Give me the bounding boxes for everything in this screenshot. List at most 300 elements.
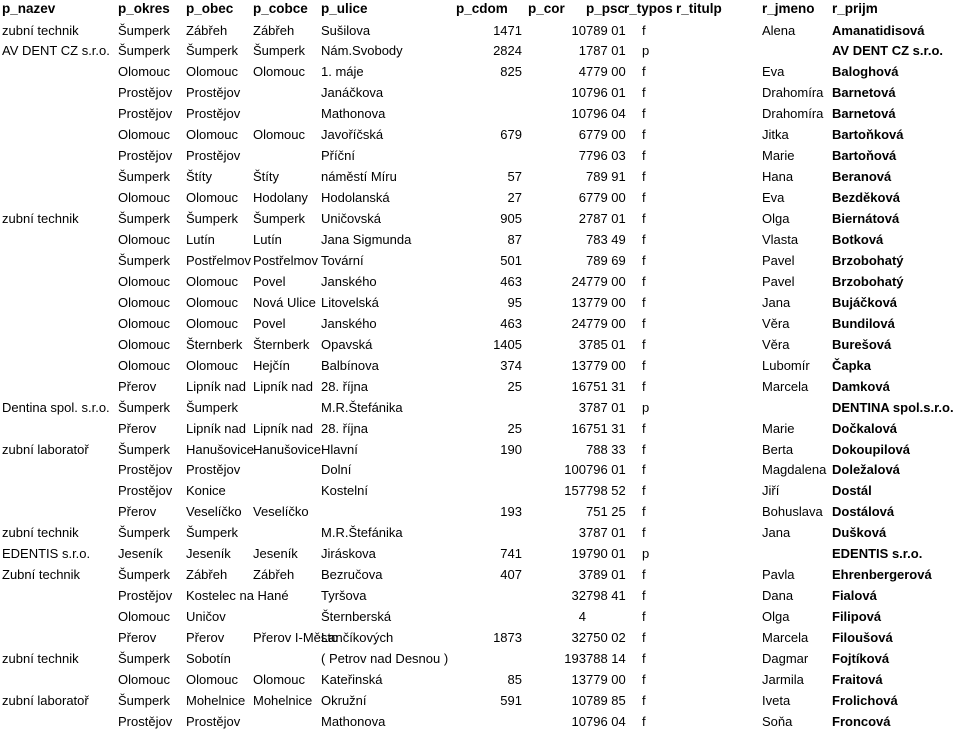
- table-cell-p-nazev: AV DENT CZ s.r.o.: [2, 43, 110, 59]
- table-cell-p-cdom: 374: [500, 357, 522, 373]
- table-cell-p-cdom: 85: [507, 671, 522, 687]
- table-cell-p-cor: 6: [578, 127, 586, 143]
- table-cell-p-cor: 193: [564, 651, 586, 666]
- table-cell-r-prijm: Čapka: [832, 357, 872, 373]
- table-cell-r-jmeno: Dagmar: [762, 651, 809, 666]
- table-cell-r-typos: f: [642, 378, 646, 394]
- table-cell-p-okres: Přerov: [118, 420, 157, 436]
- table-cell-p-psc: 750 02: [586, 630, 626, 646]
- table-cell-r-typos: f: [642, 441, 646, 457]
- table-cell-p-obec: Olomouc: [186, 315, 239, 331]
- table-cell-p-cobce: Olomouc: [253, 64, 306, 80]
- table-cell-r-jmeno: Jana: [762, 525, 791, 541]
- table-cell-p-okres: Prostějov: [118, 483, 173, 499]
- table-cell-p-cor: 32: [571, 588, 586, 604]
- table-cell-p-psc: 785 01: [586, 336, 626, 352]
- table-cell-p-psc: 783 49: [586, 232, 626, 247]
- table-cell-p-cdom: 25: [507, 378, 522, 394]
- table-cell-p-obec: Olomouc: [186, 64, 239, 80]
- table-cell-r-jmeno: Eva: [762, 190, 785, 206]
- table-cell-r-jmeno: Pavla: [762, 567, 795, 583]
- table-cell-r-typos: f: [642, 294, 646, 310]
- table-cell-p-obec: Jeseník: [186, 546, 231, 562]
- table-cell-p-cor: 10: [571, 22, 586, 38]
- table-cell-p-cobce: Lutín: [253, 232, 282, 247]
- table-cell-p-okres: Šumperk: [118, 651, 171, 666]
- table-cell-p-ulice: Dolní: [321, 462, 352, 478]
- table-cell-r-prijm: Bezděková: [832, 190, 900, 206]
- table-cell-p-cor: 3: [578, 399, 586, 415]
- table-cell-r-typos: f: [642, 462, 646, 478]
- table-cell-p-obec: Lipník nad: [186, 420, 246, 436]
- table-cell-p-ulice: 28. října: [321, 420, 368, 436]
- table-cell-r-typos: f: [642, 252, 646, 268]
- table-cell-p-psc: 798 41: [586, 588, 626, 604]
- table-cell-p-obec: Uničov: [186, 609, 226, 625]
- table-cell-p-cor: 100: [564, 462, 586, 478]
- table-cell-r-prijm: AV DENT CZ s.r.o.: [832, 43, 943, 59]
- table-cell-p-ulice: Balbínova: [321, 357, 379, 373]
- table-cell-p-nazev: Zubní technik: [2, 567, 81, 583]
- table-cell-p-nazev: zubní laboratoř: [2, 441, 89, 457]
- table-cell-r-prijm: Dokoupilová: [832, 441, 911, 457]
- table-cell-p-cobce: Šternberk: [253, 336, 310, 352]
- table-cell-r-typos: f: [642, 232, 646, 247]
- table-cell-p-ulice: Tyršova: [321, 588, 367, 604]
- table-cell-p-okres: Šumperk: [118, 252, 171, 268]
- table-cell-r-prijm: Dostál: [832, 483, 872, 499]
- table-cell-p-cdom: 25: [507, 420, 522, 436]
- column-header-r-jmeno: r_jmeno: [762, 1, 815, 16]
- table-cell-p-cor: 13: [571, 357, 586, 373]
- table-cell-p-nazev: zubní technik: [2, 22, 79, 38]
- table-cell-p-psc: 779 00: [586, 127, 626, 143]
- table-cell-p-cobce: Jeseník: [253, 546, 298, 562]
- table-cell-p-obec: Štíty: [186, 169, 213, 185]
- table-cell-r-prijm: Brzobohatý: [832, 273, 904, 289]
- table-cell-p-ulice: Kostelní: [321, 483, 368, 499]
- table-cell-p-okres: Šumperk: [118, 567, 171, 583]
- table-cell-p-cobce: Povel: [253, 315, 286, 331]
- table-cell-r-jmeno: Olga: [762, 609, 790, 625]
- table-cell-r-prijm: Botková: [832, 232, 884, 247]
- table-cell-p-ulice: Kateřinská: [321, 671, 383, 687]
- table-cell-p-psc: 789 01: [586, 22, 626, 38]
- table-cell-p-obec: Prostějov: [186, 85, 241, 101]
- table-cell-p-ulice: Hlavní: [321, 441, 358, 457]
- table-cell-p-okres: Šumperk: [118, 399, 171, 415]
- table-cell-r-prijm: DENTINA spol.s.r.o.: [832, 399, 954, 415]
- table-cell-p-cor: 4: [578, 609, 586, 625]
- table-cell-p-obec: Šumperk: [186, 399, 239, 415]
- table-cell-p-ulice: M.R.Štefánika: [321, 525, 403, 541]
- table-cell-p-obec: Prostějov: [186, 462, 241, 478]
- table-cell-p-cor: 10: [571, 106, 586, 122]
- table-cell-p-psc: 796 03: [586, 148, 626, 164]
- table-cell-p-cor: 157: [564, 483, 586, 499]
- table-cell-p-obec: Veselíčko: [186, 504, 242, 520]
- table-cell-p-cdom: 1405: [493, 336, 522, 352]
- table-cell-r-typos: f: [642, 85, 646, 101]
- table-cell-p-obec: Šumperk: [186, 211, 239, 227]
- table-cell-r-typos: f: [642, 64, 646, 80]
- table-cell-p-okres: Šumperk: [118, 22, 171, 38]
- table-cell-r-prijm: Burešová: [832, 336, 892, 352]
- table-cell-p-cdom: 190: [500, 441, 522, 457]
- table-cell-r-prijm: Fojtíková: [832, 651, 890, 666]
- table-cell-r-prijm: Barnetová: [832, 85, 896, 101]
- table-cell-p-psc: 779 00: [586, 64, 626, 80]
- table-cell-r-typos: f: [642, 525, 646, 541]
- table-cell-p-cor: 24: [571, 315, 586, 331]
- table-cell-p-cdom: 57: [507, 169, 522, 185]
- table-cell-r-jmeno: Drahomíra: [762, 85, 824, 101]
- table-cell-p-cor: 10: [571, 713, 586, 729]
- table-cell-p-psc: 796 04: [586, 713, 626, 729]
- table-cell-r-typos: f: [642, 630, 646, 646]
- table-cell-r-typos: f: [642, 671, 646, 687]
- table-cell-p-nazev: zubní technik: [2, 211, 79, 227]
- table-cell-p-cobce: Veselíčko: [253, 504, 309, 520]
- table-cell-r-jmeno: Věra: [762, 336, 790, 352]
- table-cell-p-obec: Postřelmov: [186, 252, 252, 268]
- table-cell-p-ulice: Okružní: [321, 692, 367, 708]
- column-header-p-obec: p_obec: [186, 1, 234, 16]
- table-cell-p-ulice: Janského: [321, 315, 377, 331]
- table-cell-r-jmeno: Bohuslava: [762, 504, 823, 520]
- table-cell-r-jmeno: Alena: [762, 22, 796, 38]
- table-cell-r-typos: f: [642, 106, 646, 122]
- column-header-p-cobce: p_cobce: [253, 1, 308, 16]
- column-header-p-cdom: p_cdom: [456, 1, 508, 16]
- table-cell-p-ulice: Sušilova: [321, 22, 371, 38]
- table-cell-r-typos: f: [642, 336, 646, 352]
- table-cell-p-nazev: zubní laboratoř: [2, 692, 89, 708]
- table-cell-p-cobce: Povel: [253, 273, 286, 289]
- table-cell-r-jmeno: Marcela: [762, 630, 809, 646]
- table-cell-p-okres: Prostějov: [118, 85, 173, 101]
- table-cell-p-obec: Prostějov: [186, 713, 241, 729]
- table-cell-p-cor: 16: [571, 378, 586, 394]
- table-cell-r-typos: f: [642, 651, 646, 666]
- table-cell-r-prijm: Filoušová: [832, 630, 893, 646]
- table-cell-r-typos: f: [642, 420, 646, 436]
- table-cell-p-ulice: ( Petrov nad Desnou ): [321, 651, 449, 666]
- table-cell-p-obec: Mohelnice: [186, 692, 246, 708]
- table-cell-r-prijm: Barnetová: [832, 106, 896, 122]
- table-cell-r-typos: f: [642, 357, 646, 373]
- table-cell-r-prijm: Dostálová: [832, 504, 895, 520]
- table-cell-p-psc: 796 04: [586, 106, 626, 122]
- table-cell-p-ulice: Příční: [321, 148, 355, 164]
- table-cell-p-cdom: 463: [500, 273, 522, 289]
- table-cell-p-psc: 787 01: [586, 525, 626, 541]
- table-cell-p-okres: Prostějov: [118, 148, 173, 164]
- table-cell-p-ulice: Lančíkových: [321, 630, 394, 646]
- table-cell-r-jmeno: Hana: [762, 169, 794, 185]
- table-cell-p-psc: 787 01: [586, 211, 626, 227]
- column-header-r-typos: r_typos: [624, 1, 673, 16]
- table-cell-r-typos: f: [642, 22, 646, 38]
- table-cell-p-psc: 790 01: [586, 546, 626, 562]
- table-cell-r-jmeno: Olga: [762, 211, 790, 227]
- table-cell-r-prijm: Filipová: [832, 609, 882, 625]
- table-cell-p-psc: 789 91: [586, 169, 626, 185]
- table-cell-p-okres: Olomouc: [118, 336, 171, 352]
- table-cell-r-jmeno: Berta: [762, 441, 794, 457]
- table-cell-p-psc: 751 25: [586, 504, 626, 520]
- table-cell-p-ulice: Tovární: [321, 252, 364, 268]
- table-cell-p-cor: 1: [578, 43, 586, 59]
- table-cell-r-prijm: Amanatidisová: [832, 22, 925, 38]
- table-cell-p-psc: 796 01: [586, 462, 626, 478]
- table-cell-r-typos: f: [642, 483, 646, 499]
- table-cell-p-okres: Přerov: [118, 378, 157, 394]
- table-cell-p-cobce: Přerov I-Město: [253, 630, 339, 646]
- table-cell-p-cdom: 1471: [493, 22, 522, 38]
- table-cell-p-cdom: 463: [500, 315, 522, 331]
- table-cell-p-cdom: 905: [500, 211, 522, 227]
- table-cell-r-typos: f: [642, 211, 646, 227]
- table-cell-p-cor: 3: [578, 525, 586, 541]
- table-cell-r-prijm: Doležalová: [832, 462, 900, 478]
- table-cell-r-typos: f: [642, 588, 646, 604]
- table-cell-p-obec: Olomouc: [186, 357, 239, 373]
- table-cell-r-prijm: Frolichová: [832, 692, 898, 708]
- table-cell-p-ulice: Janského: [321, 273, 377, 289]
- table-cell-r-typos: f: [642, 190, 646, 206]
- table-cell-r-typos: f: [642, 315, 646, 331]
- table-cell-p-ulice: 1. máje: [321, 64, 364, 80]
- table-cell-p-okres: Jeseník: [118, 546, 163, 562]
- table-cell-r-prijm: Beranová: [832, 169, 892, 185]
- table-cell-p-psc: 798 52: [586, 483, 626, 499]
- table-cell-p-psc: 779 00: [586, 357, 626, 373]
- table-cell-p-psc: 751 31: [586, 420, 626, 436]
- table-cell-p-okres: Olomouc: [118, 273, 171, 289]
- table-cell-p-cdom: 87: [507, 232, 522, 247]
- table-cell-r-typos: f: [642, 567, 646, 583]
- table-cell-p-obec: Šternberk: [186, 336, 243, 352]
- table-cell-p-obec: Zábřeh: [186, 567, 228, 583]
- table-cell-p-ulice: Mathonova: [321, 106, 386, 122]
- table-cell-r-typos: f: [642, 609, 646, 625]
- table-cell-p-cobce: Šumperk: [253, 43, 306, 59]
- table-cell-p-cdom: 679: [500, 127, 522, 143]
- table-cell-p-cobce: Lipník nad: [253, 378, 313, 394]
- table-cell-p-okres: Olomouc: [118, 609, 171, 625]
- table-cell-p-psc: 751 31: [586, 378, 626, 394]
- table-cell-r-prijm: Bartoňková: [832, 127, 904, 143]
- table-cell-p-ulice: Javoříčská: [321, 127, 384, 143]
- table-cell-p-ulice: M.R.Štefánika: [321, 399, 403, 415]
- table-cell-r-jmeno: Pavel: [762, 273, 795, 289]
- table-cell-p-cor: 10: [571, 692, 586, 708]
- table-cell-r-prijm: Fraitová: [832, 671, 883, 687]
- table-cell-p-cor: 24: [571, 273, 586, 289]
- table-cell-p-nazev: Dentina spol. s.r.o.: [2, 399, 110, 415]
- table-cell-p-okres: Olomouc: [118, 357, 171, 373]
- table-cell-p-psc: 787 01: [586, 43, 626, 59]
- column-header-r-titulp: r_titulp: [676, 1, 722, 16]
- table-cell-p-cor: 13: [571, 671, 586, 687]
- table-cell-p-ulice: Šternberská: [321, 609, 392, 625]
- table-cell-p-obec: Olomouc: [186, 294, 239, 310]
- table-cell-p-cor: 3: [578, 336, 586, 352]
- table-cell-p-ulice: Nám.Svobody: [321, 43, 403, 59]
- table-cell-p-cobce: Olomouc: [253, 671, 306, 687]
- table-cell-p-cdom: 825: [500, 64, 522, 80]
- table-cell-p-cobce: Olomouc: [253, 127, 306, 143]
- table-cell-r-typos: p: [642, 399, 650, 415]
- table-cell-p-cobce: Hodolany: [253, 190, 308, 206]
- table-cell-r-prijm: Brzobohatý: [832, 252, 904, 268]
- table-cell-p-okres: Prostějov: [118, 462, 173, 478]
- table-cell-r-jmeno: Marie: [762, 148, 795, 164]
- table-cell-r-prijm: Bundilová: [832, 315, 895, 331]
- table-cell-r-jmeno: Pavel: [762, 252, 795, 268]
- table-cell-r-typos: f: [642, 148, 646, 164]
- table-cell-p-cor: 32: [571, 630, 586, 646]
- table-cell-p-psc: 779 00: [586, 190, 626, 206]
- table-cell-p-ulice: Litovelská: [321, 294, 379, 310]
- table-cell-p-okres: Olomouc: [118, 127, 171, 143]
- table-cell-p-ulice: Bezručova: [321, 567, 383, 583]
- table-cell-r-typos: p: [642, 43, 650, 59]
- table-cell-r-prijm: EDENTIS s.r.o.: [832, 546, 923, 562]
- table-cell-p-obec: Přerov: [186, 630, 225, 646]
- table-cell-p-obec: Šumperk: [186, 43, 239, 59]
- table-cell-p-ulice: Mathonova: [321, 713, 386, 729]
- table-cell-p-psc: 779 00: [586, 273, 626, 289]
- table-cell-r-jmeno: Jitka: [762, 127, 789, 143]
- table-cell-p-cor: 10: [571, 85, 586, 101]
- table-cell-p-cdom: 591: [500, 692, 522, 708]
- table-cell-p-obec: Šumperk: [186, 525, 239, 541]
- table-cell-r-typos: f: [642, 713, 646, 729]
- column-header-p-ulice: p_ulice: [321, 1, 368, 16]
- table-cell-p-okres: Olomouc: [118, 315, 171, 331]
- table-cell-p-ulice: Jana Sigmunda: [321, 232, 412, 247]
- table-cell-p-psc: 787 01: [586, 399, 626, 415]
- table-cell-r-typos: p: [642, 546, 650, 562]
- table-cell-r-typos: f: [642, 692, 646, 708]
- table-cell-p-ulice: náměstí Míru: [321, 169, 397, 185]
- table-cell-p-psc: 779 00: [586, 294, 626, 310]
- table-cell-r-jmeno: Drahomíra: [762, 106, 824, 122]
- table-cell-r-prijm: Fialová: [832, 588, 877, 604]
- table-cell-p-obec: Lutín: [186, 232, 215, 247]
- table-cell-p-ulice: Uničovská: [321, 211, 381, 227]
- table-cell-r-jmeno: Jarmila: [762, 671, 804, 687]
- column-header-p-psc: p_psc: [586, 1, 626, 16]
- table-cell-p-cobce: Nová Ulice: [253, 294, 316, 310]
- table-cell-r-jmeno: Soňa: [762, 713, 793, 729]
- table-cell-p-psc: 789 69: [586, 252, 626, 268]
- table-cell-p-cor: 19: [571, 546, 586, 562]
- table-cell-p-psc: 788 33: [586, 441, 626, 457]
- table-cell-p-psc: 779 00: [586, 671, 626, 687]
- table-cell-r-jmeno: Iveta: [762, 692, 791, 708]
- table-cell-r-jmeno: Lubomír: [762, 357, 810, 373]
- table-cell-p-obec: Sobotín: [186, 651, 231, 666]
- table-cell-p-obec: Prostějov: [186, 148, 241, 164]
- table-cell-r-prijm: Bujáčková: [832, 294, 898, 310]
- table-cell-r-prijm: Damková: [832, 378, 890, 394]
- table-cell-p-cdom: 501: [500, 252, 522, 268]
- table-cell-p-obec: Olomouc: [186, 671, 239, 687]
- table-cell-p-okres: Olomouc: [118, 64, 171, 80]
- table-cell-p-psc: 789 01: [586, 567, 626, 583]
- table-cell-r-prijm: Dušková: [832, 525, 887, 541]
- table-cell-r-jmeno: Věra: [762, 315, 790, 331]
- table-cell-p-okres: Šumperk: [118, 43, 171, 59]
- table-cell-p-obec: Kostelec na Hané: [186, 588, 289, 604]
- table-cell-p-obec: Olomouc: [186, 127, 239, 143]
- table-cell-r-prijm: Baloghová: [832, 64, 899, 80]
- table-cell-p-ulice: Hodolanská: [321, 190, 390, 206]
- table-cell-p-cdom: 407: [500, 567, 522, 583]
- table-cell-r-jmeno: Marcela: [762, 378, 809, 394]
- table-cell-p-cdom: 1873: [493, 630, 522, 646]
- table-cell-p-ulice: Jiráskova: [321, 546, 376, 562]
- table-cell-r-jmeno: Jiří: [762, 483, 780, 499]
- table-cell-p-cobce: Štíty: [253, 169, 280, 185]
- table-cell-p-cobce: Mohelnice: [253, 692, 313, 708]
- table-cell-r-typos: f: [642, 273, 646, 289]
- table-cell-p-cobce: Postřelmov: [253, 252, 319, 268]
- table-cell-p-cdom: 193: [500, 504, 522, 520]
- table-cell-p-okres: Olomouc: [118, 671, 171, 687]
- table-cell-p-obec: Lipník nad: [186, 378, 246, 394]
- table-cell-r-jmeno: Dana: [762, 588, 794, 604]
- table-cell-p-cor: 6: [578, 190, 586, 206]
- table-cell-p-okres: Šumperk: [118, 692, 171, 708]
- table-cell-p-okres: Prostějov: [118, 106, 173, 122]
- table-cell-p-obec: Zábřeh: [186, 22, 228, 38]
- table-cell-p-cor: 4: [578, 64, 586, 80]
- table-cell-p-cobce: Zábřeh: [253, 22, 295, 38]
- table-cell-p-cdom: 95: [507, 294, 522, 310]
- table-cell-p-okres: Šumperk: [118, 211, 171, 227]
- table-cell-p-nazev: EDENTIS s.r.o.: [2, 546, 91, 562]
- table-cell-r-prijm: Froncová: [832, 713, 891, 729]
- table-cell-p-psc: 779 00: [586, 315, 626, 331]
- table-cell-p-nazev: zubní technik: [2, 525, 79, 541]
- table-cell-p-psc: 789 85: [586, 692, 626, 708]
- table-cell-p-obec: Hanušovice: [186, 441, 254, 457]
- table-cell-p-obec: Olomouc: [186, 190, 239, 206]
- table-cell-p-cdom: 27: [507, 190, 522, 206]
- table-cell-p-okres: Prostějov: [118, 713, 173, 729]
- table-cell-r-prijm: Ehrenbergerová: [832, 567, 932, 583]
- table-cell-p-ulice: Opavská: [321, 336, 373, 352]
- table-cell-p-okres: Přerov: [118, 504, 157, 520]
- table-cell-r-jmeno: Eva: [762, 64, 785, 80]
- column-header-r-prijm: r_prijm: [832, 1, 878, 16]
- table-cell-p-cobce: Zábřeh: [253, 567, 295, 583]
- table-cell-p-okres: Šumperk: [118, 441, 171, 457]
- table-cell-r-typos: f: [642, 169, 646, 185]
- table-cell-p-cobce: Šumperk: [253, 211, 306, 227]
- table-cell-p-okres: Šumperk: [118, 169, 171, 185]
- table-cell-p-cdom: 741: [500, 546, 522, 562]
- table-cell-p-cdom: 2824: [493, 43, 522, 59]
- table-cell-r-jmeno: Magdalena: [762, 462, 827, 478]
- table-cell-p-psc: 788 14: [586, 651, 626, 666]
- table-cell-p-obec: Konice: [186, 483, 226, 499]
- table-cell-r-prijm: Biernátová: [832, 211, 900, 227]
